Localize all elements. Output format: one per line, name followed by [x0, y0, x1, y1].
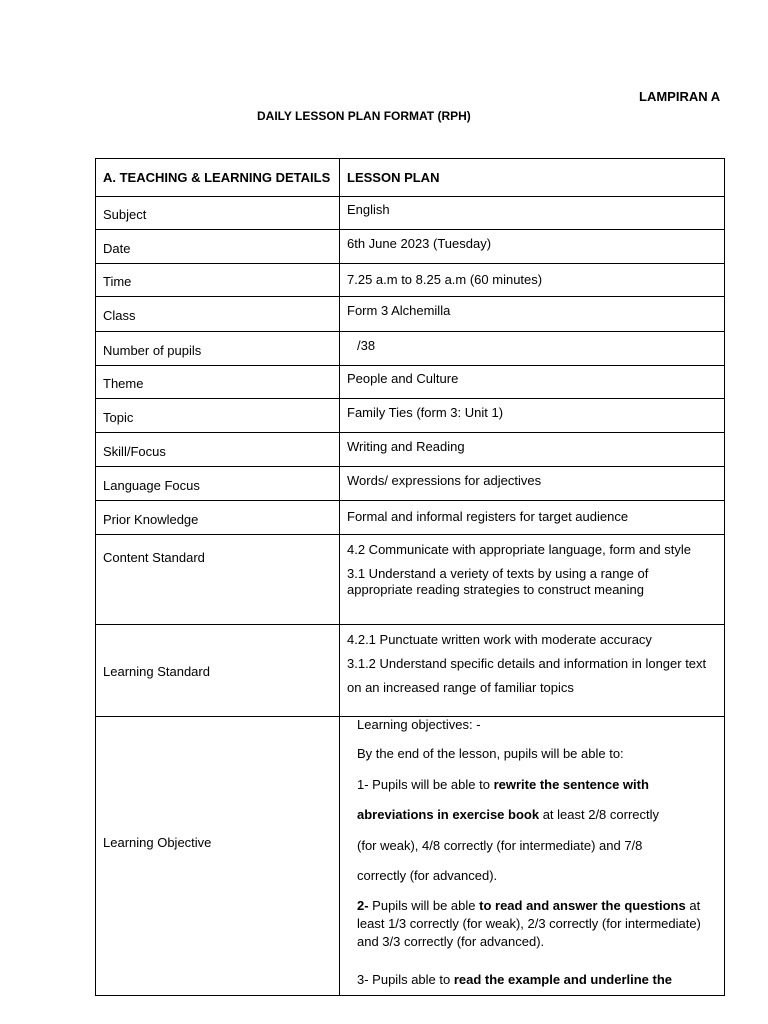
learning-objective-content	[357, 717, 717, 995]
objective-1-prefix: 1- Pupils will be able to	[357, 776, 494, 792]
content-standard-value	[340, 535, 725, 625]
objective-3	[357, 972, 717, 988]
learning-standard-item: on an increased range of familiar topics	[347, 680, 574, 695]
objective-1-line-2	[357, 800, 717, 831]
objective-2-rest: at least 1/3 correctly (for weak), 2/3 correctly (for intermediate) and 3/3 correctly (for advanced).	[357, 897, 701, 949]
learning-standard-row	[96, 625, 725, 717]
table-row	[96, 264, 725, 297]
row-value-number-of-pupils: /38	[340, 332, 725, 366]
spacer	[357, 951, 717, 972]
annex-label: LAMPIRAN A	[639, 89, 721, 104]
table-row	[96, 467, 725, 501]
content-standard-item: 4.2 Communicate with appropriate language, form and style	[347, 542, 691, 557]
objective-1-emphasis-2: abreviations in exercise book	[357, 807, 540, 822]
row-label-date: Date	[96, 230, 340, 264]
table-row	[96, 332, 725, 366]
row-label-class: Class	[96, 297, 340, 332]
row-value-skill-focus: Writing and Reading	[340, 433, 725, 467]
objectives-intro: By the end of the lesson, pupils will be able to:	[357, 746, 624, 761]
row-label-language-focus: Language Focus	[96, 467, 340, 501]
objective-3-prefix: 3- Pupils able to	[357, 971, 454, 987]
row-value-topic: Family Ties (form 3: Unit 1)	[340, 399, 725, 433]
learning-standard-item: 3.1.2 Understand specific details and information in longer text	[347, 656, 707, 671]
row-value-class: Form 3 Alchemilla	[340, 297, 725, 332]
table-row	[96, 197, 725, 230]
objective-3-emphasis: read the example and underline the	[453, 971, 673, 987]
row-value-theme: People and Culture	[340, 366, 725, 399]
document-title: DAILY LESSON PLAN FORMAT (RPH)	[257, 109, 471, 123]
objective-1-line-1	[357, 770, 717, 801]
learning-objective-value	[340, 717, 725, 996]
content-standard-label: Content Standard	[96, 535, 340, 625]
table-row	[96, 501, 725, 535]
table-row	[96, 399, 725, 433]
row-value-date: 6th June 2023 (Tuesday)	[340, 230, 725, 264]
objective-2	[357, 897, 717, 951]
objective-1-emphasis: rewrite the sentence with	[493, 776, 649, 792]
row-label-skill-focus: Skill/Focus	[96, 433, 340, 467]
header-right-cell: LESSON PLAN	[340, 159, 725, 197]
lesson-plan-table	[95, 158, 725, 996]
objectives-heading: Learning objectives: -	[357, 717, 481, 732]
objective-1-rest: at least 2/8 correctly	[539, 807, 660, 822]
learning-standard-value	[340, 625, 725, 717]
row-label-time: Time	[96, 264, 340, 297]
row-value-prior-knowledge: Formal and informal registers for target audience	[340, 501, 725, 535]
content-standard-item: 3.1 Understand a veriety of texts by using a range of appropriate reading strategies to construct meaning	[347, 566, 649, 597]
row-value-subject: English	[340, 197, 725, 230]
row-label-subject: Subject	[96, 197, 340, 230]
learning-objective-row	[96, 717, 725, 996]
objective-1-line-3: (for weak), 4/8 correctly (for intermediate) and 7/8	[357, 837, 643, 853]
table-row	[96, 433, 725, 467]
row-label-prior-knowledge: Prior Knowledge	[96, 501, 340, 535]
table-row	[96, 297, 725, 332]
content-standard-row	[96, 535, 725, 625]
row-label-number-of-pupils: Number of pupils	[96, 332, 340, 366]
table-row	[96, 230, 725, 264]
table-row	[96, 366, 725, 399]
learning-standard-label: Learning Standard	[96, 625, 340, 717]
table-header-row	[96, 159, 725, 197]
objective-2-text: Pupils will be able	[368, 897, 480, 913]
objective-2-emphasis: to read and answer the questions	[479, 897, 686, 913]
objective-2-number: 2-	[357, 897, 369, 913]
learning-objective-label: Learning Objective	[96, 717, 340, 996]
row-label-theme: Theme	[96, 366, 340, 399]
learning-standard-item: 4.2.1 Punctuate written work with moderate accuracy	[347, 632, 652, 647]
row-value-language-focus: Words/ expressions for adjectives	[340, 467, 725, 501]
row-value-time: 7.25 a.m to 8.25 a.m (60 minutes)	[340, 264, 725, 297]
row-label-topic: Topic	[96, 399, 340, 433]
header-left-cell: A. TEACHING & LEARNING DETAILS	[96, 159, 340, 197]
objective-1-line-4: correctly (for advanced).	[357, 868, 498, 883]
